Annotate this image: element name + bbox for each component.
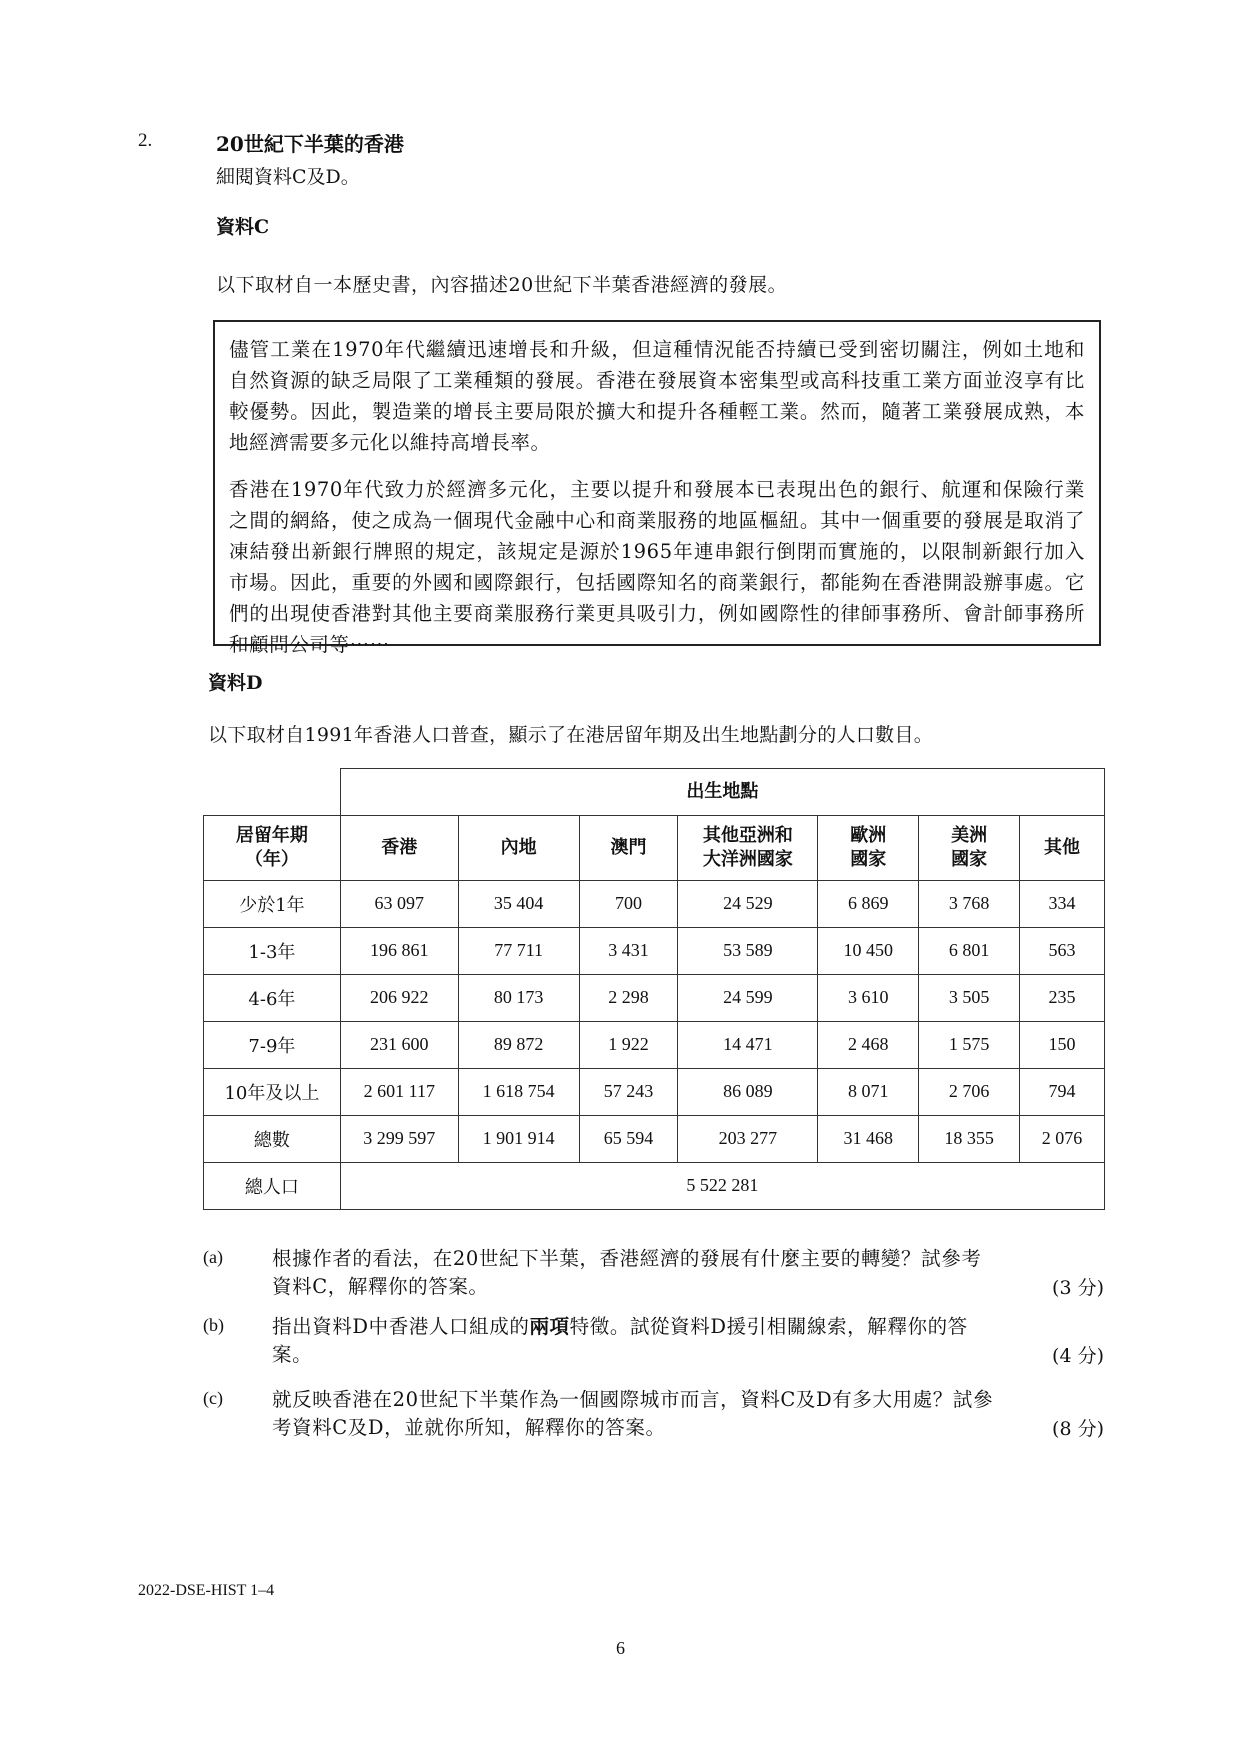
question-a-line2: 資料C，解釋你的答案。: [272, 1275, 489, 1298]
table-row: [204, 1115, 1105, 1162]
table-cell: 14 471: [678, 1021, 818, 1068]
table-cell: 35 404: [458, 880, 579, 927]
table-cell: 24 599: [678, 974, 818, 1021]
table-cell: 2 076: [1020, 1115, 1105, 1162]
question-marks: (4 分): [1052, 1345, 1104, 1367]
source-d-intro: 以下取材自1991年香港人口普查，顯示了在港居留年期及出生地點劃分的人口數目。: [208, 724, 934, 746]
question-label: (b): [203, 1315, 224, 1335]
page-number: 6: [616, 1638, 625, 1658]
table-cell: 6 801: [919, 927, 1020, 974]
table-cell: 235: [1020, 974, 1105, 1021]
row-header-duration: 居留年期 （年）: [204, 815, 341, 880]
table-cell: 65 594: [579, 1115, 678, 1162]
question-b-line1: [272, 1313, 1104, 1341]
table-cell: 3 768: [919, 880, 1020, 927]
table-cell: 206 922: [340, 974, 458, 1021]
exam-code-footer: 2022-DSE-HIST 1–4: [138, 1582, 275, 1599]
table-cell: 31 468: [818, 1115, 919, 1162]
table-corner: [204, 769, 341, 816]
table-cell: 1 618 754: [458, 1068, 579, 1115]
table-row: [204, 880, 1105, 927]
table-cell: 77 711: [458, 927, 579, 974]
table-cell: 3 299 597: [340, 1115, 458, 1162]
column-header: 內地: [458, 815, 579, 880]
column-header: 香港: [340, 815, 458, 880]
question-b-text: 特徵。試從資料D援引相關線索，解釋你的答: [569, 1315, 968, 1338]
table-cell: 80 173: [458, 974, 579, 1021]
table-row: [204, 927, 1105, 974]
table-cell: 1 575: [919, 1021, 1020, 1068]
table-row: [204, 1021, 1105, 1068]
table-cell: 8 071: [818, 1068, 919, 1115]
column-header: 其他亞洲和 大洋洲國家: [678, 815, 818, 880]
source-c-box: [213, 320, 1101, 656]
total-population-label: 總人口: [204, 1162, 341, 1209]
source-c-label: 資料C: [216, 216, 270, 238]
row-label: 1-3年: [204, 927, 341, 974]
column-header: 澳門: [579, 815, 678, 880]
source-c-paragraph: 儘管工業在1970年代繼續迅速增長和升級，但這種情況能否持續已受到密切關注，例如土地和自然資源的缺乏局限了工業種類的發展。香港在發展資本密集型或高科技重工業方面並沒享有比較優勢。因此，製造業的增長主要局限於擴大和提升各種輕工業。然而，隨著工業發展成熟，本地經濟需要多元化以維持高增長率。: [229, 338, 1085, 454]
table-cell: 57 243: [579, 1068, 678, 1115]
table-cell: 3 505: [919, 974, 1020, 1021]
table-cell: 18 355: [919, 1115, 1020, 1162]
column-header: 美洲 國家: [919, 815, 1020, 880]
table-cell: 53 589: [678, 927, 818, 974]
table-cell: 24 529: [678, 880, 818, 927]
question-c-line2: 考資料C及D，並就你所知，解釋你的答案。: [272, 1416, 666, 1439]
table-cell: 6 869: [818, 880, 919, 927]
population-table: [203, 768, 1105, 1210]
table-cell: 3 610: [818, 974, 919, 1021]
table-cell: 89 872: [458, 1021, 579, 1068]
row-label: 10年及以上: [204, 1068, 341, 1115]
table-cell: 563: [1020, 927, 1105, 974]
birthplace-group-header: 出生地點: [340, 769, 1104, 816]
table-cell: 196 861: [340, 927, 458, 974]
total-population-value: 5 522 281: [340, 1162, 1104, 1209]
table-cell: 2 468: [818, 1021, 919, 1068]
table-row: [204, 1162, 1105, 1209]
source-c-intro: 以下取材自一本歷史書，內容描述20世紀下半葉香港經濟的發展。: [216, 274, 788, 296]
question-marks: (3 分): [1052, 1277, 1104, 1299]
question-b-text: 指出資料D中香港人口組成的: [272, 1315, 530, 1338]
question-marks: (8 分): [1052, 1418, 1104, 1440]
table-cell: 63 097: [340, 880, 458, 927]
question-b-line2: 案。: [272, 1343, 313, 1366]
table-cell: 2 706: [919, 1068, 1020, 1115]
table-cell: 794: [1020, 1068, 1105, 1115]
table-cell: 3 431: [579, 927, 678, 974]
table-cell: 1 901 914: [458, 1115, 579, 1162]
source-d-label: 資料D: [208, 672, 263, 694]
question-label: (c): [203, 1388, 223, 1408]
question-title: 20世紀下半葉的香港: [216, 132, 404, 156]
instruction: 細閱資料C及D。: [216, 166, 360, 188]
table-row: [204, 974, 1105, 1021]
question-b-emphasis: 兩項: [529, 1315, 570, 1338]
table-cell: 2 298: [579, 974, 678, 1021]
table-cell: 203 277: [678, 1115, 818, 1162]
question-c-line1: 就反映香港在20世紀下半葉作為一個國際城市而言，資料C及D有多大用處？試參: [272, 1388, 994, 1411]
source-c-paragraph: 香港在1970年代致力於經濟多元化，主要以提升和發展本已表現出色的銀行、航運和保險行業之間的網絡，使之成為一個現代金融中心和商業服務的地區樞紐。其中一個重要的發展是取消了凍結發出新銀行牌照的規定，該規定是源於1965年連串銀行倒閉而實施的，以限制新銀行加入市場。因此，重要的外國和國際銀行，包括國際知名的商業銀行，都能夠在香港開設辦事處。它們的出現使香港對其他主要商業服務行業更具吸引力，例如國際性的律師事務所、會計師事務所和顧問公司等⋯⋯: [229, 478, 1085, 656]
table-cell: 334: [1020, 880, 1105, 927]
column-header: 歐洲 國家: [818, 815, 919, 880]
table-cell: 700: [579, 880, 678, 927]
question-label: (a): [203, 1247, 223, 1267]
table-cell: 10 450: [818, 927, 919, 974]
column-header: 其他: [1020, 815, 1105, 880]
question-number: 2.: [138, 130, 153, 151]
question-a-line1: 根據作者的看法，在20世紀下半葉，香港經濟的發展有什麼主要的轉變？試參考: [272, 1247, 982, 1270]
table-cell: 231 600: [340, 1021, 458, 1068]
row-label: 少於1年: [204, 880, 341, 927]
row-label: 7-9年: [204, 1021, 341, 1068]
table-cell: 150: [1020, 1021, 1105, 1068]
table-cell: 1 922: [579, 1021, 678, 1068]
table-cell: 2 601 117: [340, 1068, 458, 1115]
table-cell: 86 089: [678, 1068, 818, 1115]
table-row: [204, 1068, 1105, 1115]
row-label: 4-6年: [204, 974, 341, 1021]
row-label: 總數: [204, 1115, 341, 1162]
